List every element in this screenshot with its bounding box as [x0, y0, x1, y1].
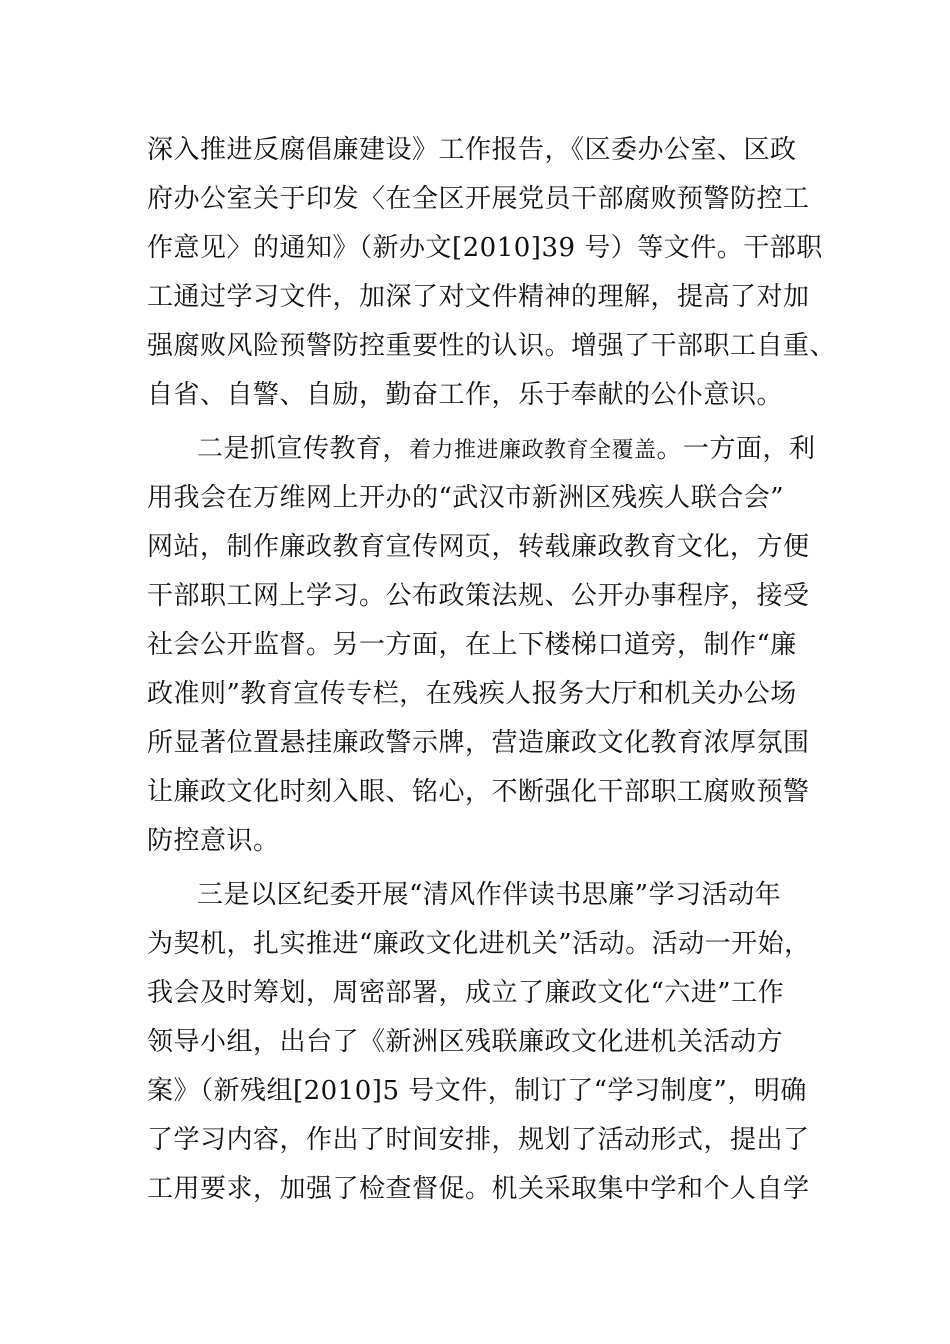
paragraph-lead: 二是抓宣传教育， [197, 434, 410, 464]
text-line: 深入推进反腐倡廉建设》工作报告，《区委办公室、区政 [147, 135, 797, 165]
text-line: 为契机，扎实推进“廉政文化进机关”活动。活动一开始， [147, 929, 811, 959]
text-line: 自省、自警、自励，勤奋工作，乐于奉献的公仆意识。 [147, 380, 784, 410]
text-line: 工用要求，加强了检查督促。机关采取集中学和个人自学 [147, 1174, 810, 1204]
paragraph-emphasis: 着力推进廉政教育全覆盖 [409, 438, 657, 463]
text-line: 了学习内容，作出了时间安排，规划了活动形式，提出了 [147, 1125, 810, 1155]
text-line: 网站，制作廉政教育宣传网页，转载廉政教育文化，方便 [147, 532, 810, 562]
text-line: 案》（新残组[2010]5 号文件，制订了“学习制度”，明确 [147, 1076, 807, 1106]
paragraph-tail: 。一方面，利 [656, 434, 816, 464]
text-line: 社会公开监督。另一方面，在上下楼梯口道旁，制作“廉 [147, 630, 797, 660]
text-line: 干部职工网上学习。公布政策法规、公开办事程序，接受 [147, 581, 810, 611]
text-line: 让廉政文化时刻入眼、铭心，不断强化干部职工腐败预警 [147, 777, 810, 807]
text-line: 领导小组，出台了《新洲区残联廉政文化进机关活动方 [147, 1027, 784, 1057]
text-line: 政准则”教育宣传专栏，在残疾人报务大厅和机关办公场 [147, 679, 797, 709]
text-line: 强腐败风险预警防控重要性的认识。增强了干部职工自重、 [147, 331, 837, 361]
text-line: 所显著位置悬挂廉政警示牌，营造廉政文化教育浓厚氛围 [147, 728, 810, 758]
text-line: 防控意识。 [147, 826, 280, 856]
text-line: 作意见〉的通知》（新办文[2010]39 号）等文件。干部职 [147, 233, 823, 263]
text-line: 工通过学习文件，加深了对文件精神的理解，提高了对加 [147, 282, 810, 312]
text-line: 府办公室关于印发〈在全区开展党员干部腐败预警防控工 [147, 184, 810, 214]
text-line: 三是以区纪委开展“清风作伴读书思廉”学习活动年 [197, 880, 782, 910]
text-line: 我会及时筹划，周密部署，成立了廉政文化“六进”工作 [147, 978, 785, 1008]
paragraph-line [197, 432, 816, 468]
text-line: 用我会在万维网上开办的“武汉市新洲区残疾人联合会” [147, 483, 785, 513]
